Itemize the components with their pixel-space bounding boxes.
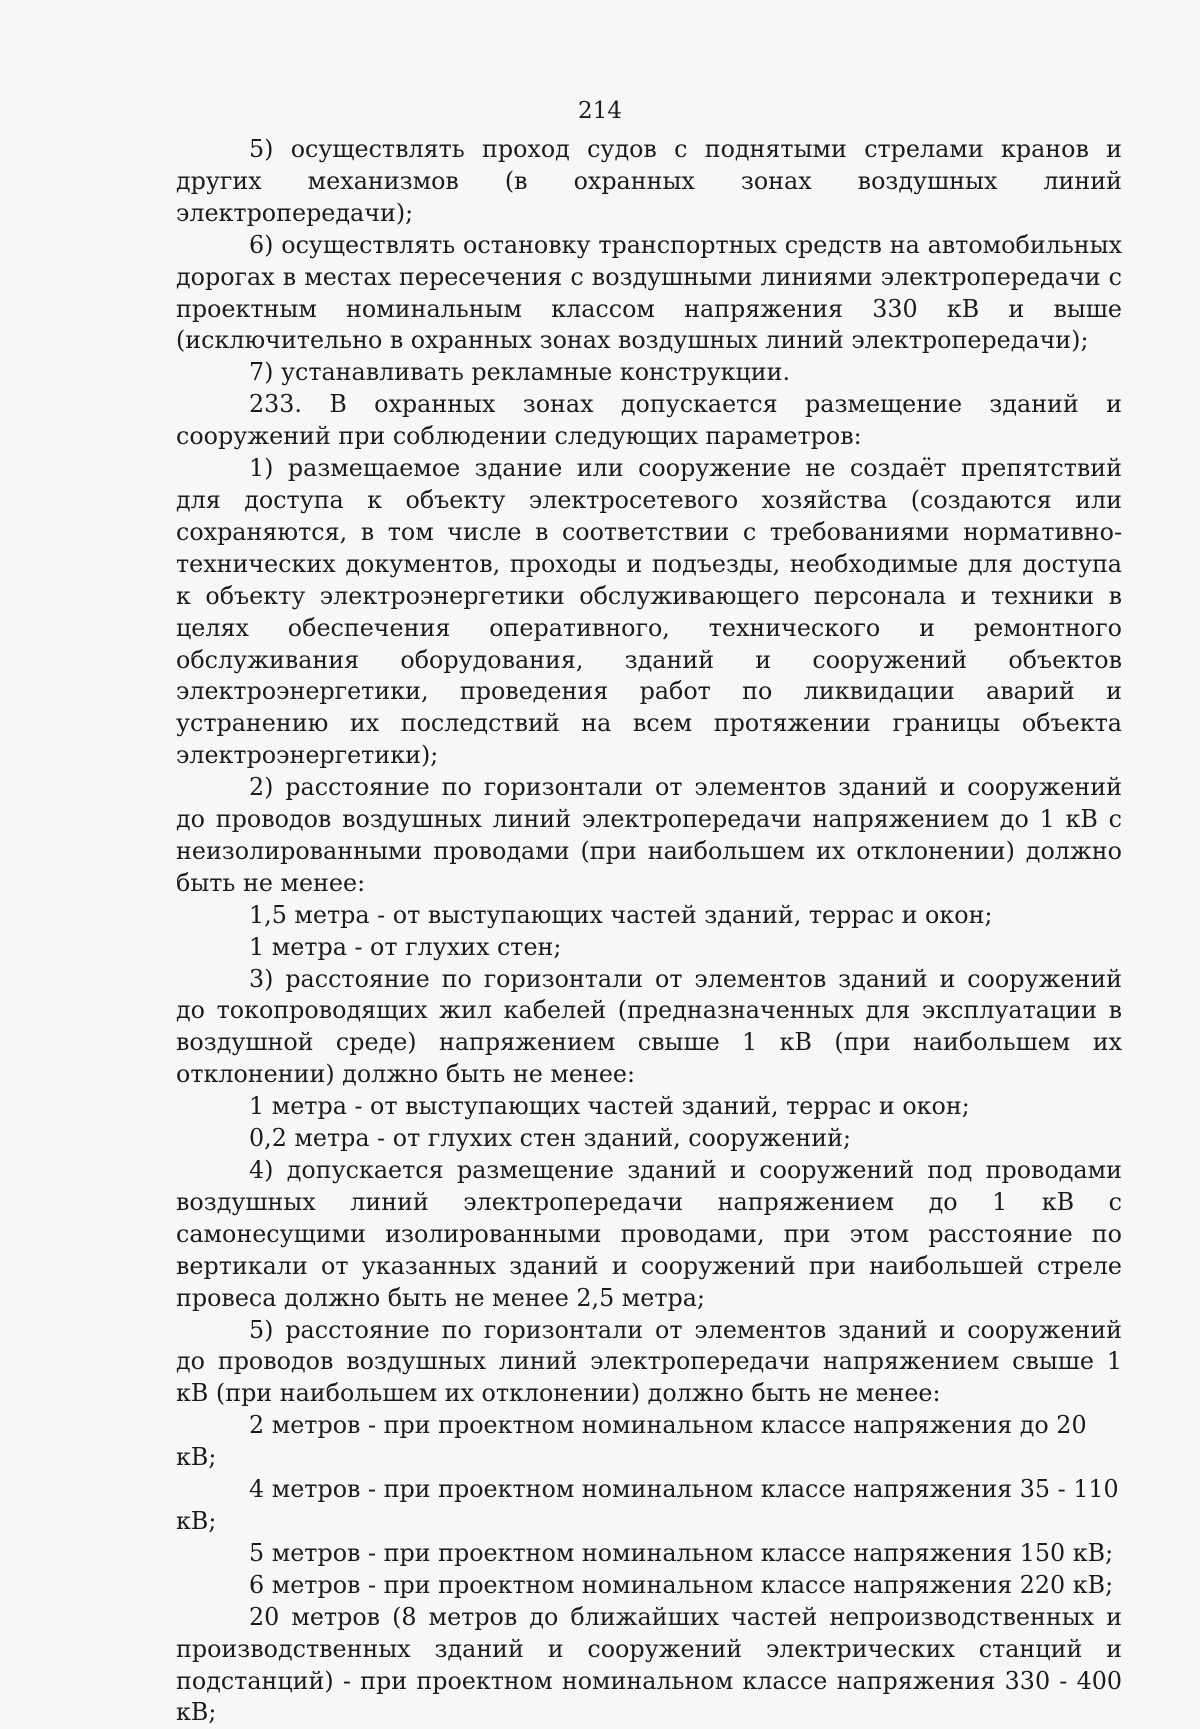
voltage-line: 2 метров - при проектном номинальном классе напряжения до 20 кВ; [176,1411,1087,1472]
voltage-line: 5 метров - при проектном номинальном классе напряжения 150 кВ; [249,1538,1114,1567]
distance-line: 1 метра - от глухих стен; [249,932,562,961]
paragraph-item-7: 7) устанавливать рекламные конструкции. [249,358,791,387]
paragraph-item-6: 6) осуществлять остановку транспортных средств на автомобильных дорогах в местах пересечения с воздушными линиями электропередачи с проектным номинальным классом напряжения 330 кВ и выше (исключительно в охранных зонах воздушных линий электропередачи); [176,230,1122,355]
paragraph-clause-233: 233. В охранных зонах допускается размещение зданий и сооружений при соблюдении следующих параметров: [176,390,1122,451]
paragraph-item-5: 5) осуществлять проход судов с поднятыми стрелами кранов и других механизмов (в охранных зонах воздушных линий электропередачи); [176,135,1122,227]
distance-line: 0,2 метра - от глухих стен зданий, сооружений; [249,1124,851,1153]
distance-line: 1 метра - от выступающих частей зданий, террас и окон; [249,1092,970,1121]
paragraph-param-1: 1) размещаемое здание или сооружение не создаёт препятствий для доступа к объекту электросетевого хозяйства (создаются или сохраняются, в том числе в соответствии с требованиями нормативно-технических документов, проходы и подъезды, необходимые для доступа к объекту электроэнергетики обслуживающего персонала и техники в целях обеспечения оперативного, технического и ремонтного обслуживания оборудования, зданий и сооружений объектов электроэнергетики, проведения работ по ликвидации аварий и устранению их последствий на всем протяжении границы объекта электроэнергетики); [176,454,1122,770]
distance-line: 1,5 метра - от выступающих частей зданий, террас и окон; [249,900,993,929]
paragraph-param-2: 2) расстояние по горизонтали от элементов зданий и сооружений до проводов воздушных линий электропередачи напряжением до 1 кВ с неизолированными проводами (при наибольшем их отклонении) должно быть не менее: [176,773,1122,897]
voltage-line-330-400: 20 метров (8 метров до ближайших частей непроизводственных и производственных зданий и сооружений электрических станций и подстанций) - при проектном номинальном классе напряжения 330 - 400 кВ; [176,1602,1122,1727]
page-number: 214 [578,98,622,124]
paragraph-param-3: 3) расстояние по горизонтали от элементов зданий и сооружений до токопроводящих жил кабелей (предназначенных для эксплуатации в воздушной среде) напряжением свыше 1 кВ (при наибольшем их отклонении) должно быть не менее: [176,964,1122,1089]
paragraph-param-5: 5) расстояние по горизонтали от элементов зданий и сооружений до проводов воздушных линий электропередачи напряжением свыше 1 кВ (при наибольшем их отклонении) должно быть не менее: [176,1315,1122,1408]
voltage-line: 6 метров - при проектном номинальном классе напряжения 220 кВ; [249,1570,1114,1599]
voltage-line: 4 метров - при проектном номинальном классе напряжения 35 - 110 кВ; [176,1475,1119,1535]
document-body [176,134,1122,1729]
paragraph-param-4: 4) допускается размещение зданий и сооружений под проводами воздушных линий электропередачи напряжением до 1 кВ с самонесущими изолированными проводами, при этом расстояние по вертикали от указанных зданий и сооружений при наибольшей стреле провеса должно быть не менее 2,5 метра; [176,1156,1122,1312]
